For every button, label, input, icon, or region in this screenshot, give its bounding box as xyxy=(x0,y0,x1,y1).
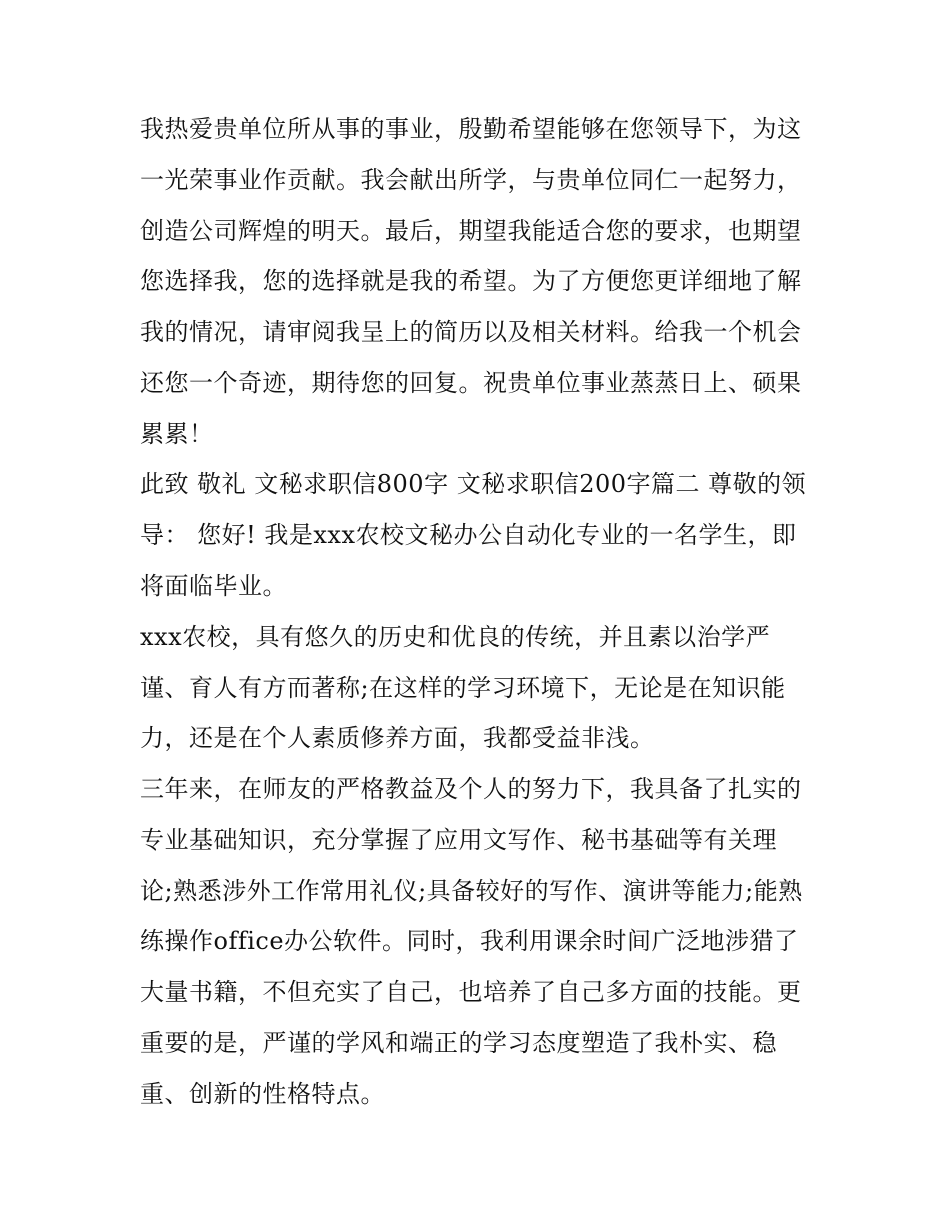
text-line-2: 一光荣事业作贡献。我会献出所学，与贵单位同仁一起努力， xyxy=(140,166,802,194)
text-line-13: 力，还是在个人素质修养方面，我都受益非浅。 xyxy=(140,724,655,752)
text-line-9: 导： 您好! 我是xxx农校文秘办公自动化专业的一名学生，即 xyxy=(140,521,797,549)
text-line-10: 将面临毕业。 xyxy=(140,572,287,600)
text-line-6: 还您一个奇迹，期待您的回复。祝贵单位事业蒸蒸日上、硕果 xyxy=(140,369,802,397)
text-line-15: 专业基础知识，充分掌握了应用文写作、秘书基础等有关理 xyxy=(140,826,777,854)
text-line-3: 创造公司辉煌的明天。最后，期望我能适合您的要求，也期望 xyxy=(140,217,802,245)
text-line-4: 您选择我，您的选择就是我的希望。为了方便您更详细地了解 xyxy=(140,267,802,295)
text-line-19: 重要的是，严谨的学风和端正的学习态度塑造了我朴实、稳 xyxy=(140,1029,777,1057)
text-line-11: xxx农校，具有悠久的历史和优良的传统，并且素以治学严 xyxy=(140,623,771,651)
text-line-17: 练操作office办公软件。同时，我利用课余时间广泛地涉猎了 xyxy=(140,927,799,955)
text-line-16: 论;熟悉涉外工作常用礼仪;具备较好的写作、演讲等能力;能熟 xyxy=(140,877,803,905)
text-line-8: 此致 敬礼 文秘求职信800字 文秘求职信200字篇二 尊敬的领 xyxy=(140,470,807,498)
text-line-20: 重、创新的性格特点。 xyxy=(140,1080,385,1108)
text-line-18: 大量书籍，不但充实了自己，也培养了自己多方面的技能。更 xyxy=(140,978,802,1006)
text-line-1: 我热爱贵单位所从事的事业，殷勤希望能够在您领导下，为这 xyxy=(140,115,802,143)
text-line-7: 累累！ xyxy=(140,420,214,448)
text-line-14: 三年来，在师友的严格教益及个人的努力下，我具备了扎实的 xyxy=(140,775,802,803)
text-line-12: 谨、育人有方而著称;在这样的学习环境下，无论是在知识能 xyxy=(140,674,786,702)
text-line-5: 我的情况，请审阅我呈上的简历以及相关材料。给我一个机会 xyxy=(140,318,802,346)
